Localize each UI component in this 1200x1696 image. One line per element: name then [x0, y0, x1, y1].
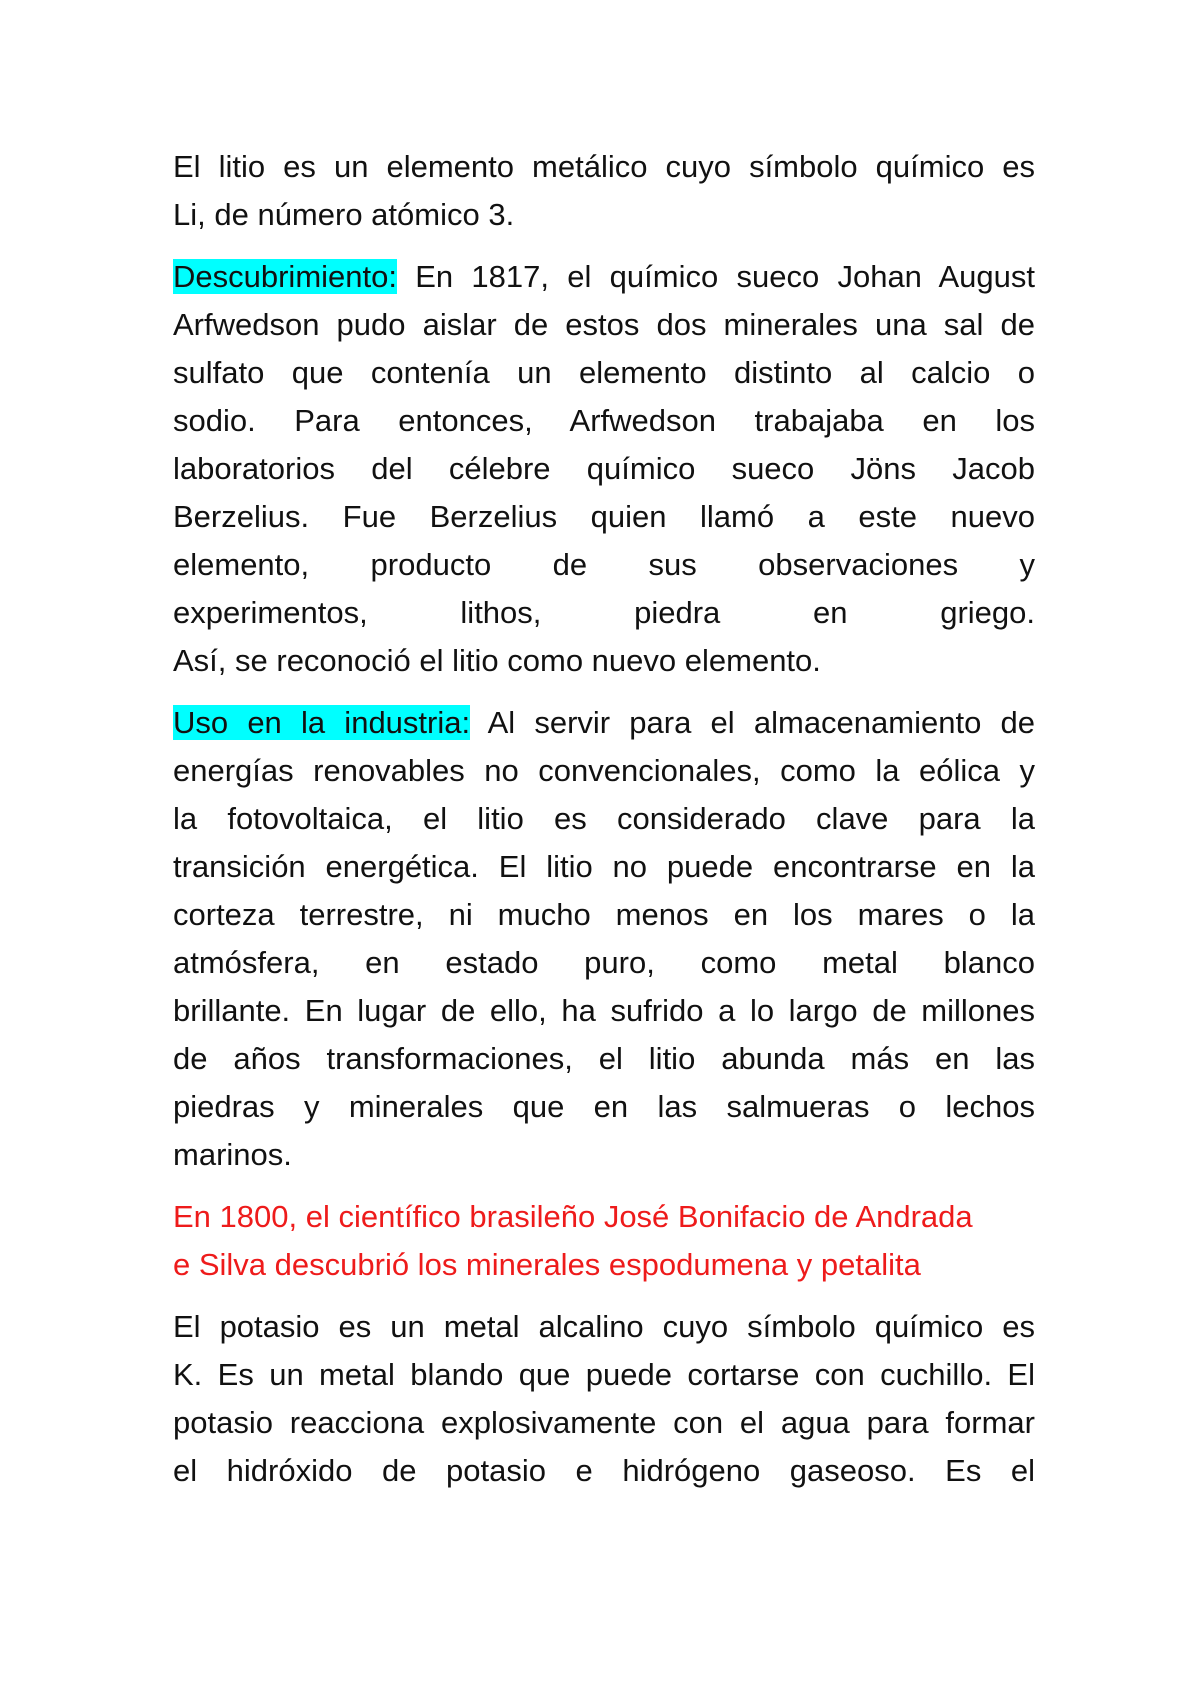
text-line: brillante. En lugar de ello, ha sufrido a lo largo de millones	[173, 993, 1035, 1028]
red-note-paragraph	[173, 1193, 1035, 1289]
text-line: de años transformaciones, el litio abunda más en las	[173, 1041, 1035, 1076]
text-line: piedras y minerales que en las salmueras o lechos	[173, 1089, 1035, 1124]
text-line: la fotovoltaica, el litio es considerado clave para la	[173, 801, 1035, 836]
text-line: elemento, producto de sus observaciones y	[173, 547, 1035, 582]
text-line: sulfato que contenía un elemento distinto al calcio o	[173, 355, 1035, 390]
text-line: Li, de número atómico 3.	[173, 197, 515, 232]
text-line: El litio es un elemento metálico cuyo símbolo químico es	[173, 149, 1035, 184]
text-line: transición energética. El litio no puede encontrarse en la	[173, 849, 1035, 884]
text-line: Arfwedson pudo aislar de estos dos minerales una sal de	[173, 307, 1035, 342]
text-line: Berzelius. Fue Berzelius quien llamó a este nuevo	[173, 499, 1035, 534]
text-line: El potasio es un metal alcalino cuyo símbolo químico es	[173, 1309, 1035, 1344]
intro-paragraph	[173, 143, 1035, 239]
text-line: energías renovables no convencionales, como la eólica y	[173, 753, 1035, 788]
text-line: En 1800, el científico brasileño José Bonifacio de Andrada	[173, 1199, 973, 1234]
industry-heading: Uso en la industria:	[173, 705, 471, 740]
text-run: Al servir para el almacenamiento de	[470, 705, 1035, 740]
text-line: corteza terrestre, ni mucho menos en los mares o la	[173, 897, 1035, 932]
document-body	[173, 143, 1035, 1509]
text-line: sodio. Para entonces, Arfwedson trabajaba en los	[173, 403, 1035, 438]
text-line: potasio reacciona explosivamente con el agua para formar	[173, 1405, 1035, 1440]
discovery-paragraph	[173, 253, 1035, 685]
text-line: laboratorios del célebre químico sueco Jöns Jacob	[173, 451, 1035, 486]
text-line: experimentos, lithos, piedra en griego.	[173, 595, 1035, 630]
text-line	[173, 253, 1035, 301]
discovery-heading: Descubrimiento:	[173, 259, 397, 294]
text-line: K. Es un metal blando que puede cortarse con cuchillo. El	[173, 1357, 1035, 1392]
text-line: Así, se reconoció el litio como nuevo elemento.	[173, 643, 821, 678]
text-run: En 1817, el químico sueco Johan August	[396, 259, 1035, 294]
text-line	[173, 699, 1035, 747]
potassium-paragraph	[173, 1303, 1035, 1495]
text-line: marinos.	[173, 1137, 292, 1172]
text-line: el hidróxido de potasio e hidrógeno gaseoso. Es el	[173, 1453, 1035, 1488]
text-line: e Silva descubrió los minerales espodumena y petalita	[173, 1247, 921, 1282]
industry-paragraph	[173, 699, 1035, 1179]
text-line: atmósfera, en estado puro, como metal blanco	[173, 945, 1035, 980]
